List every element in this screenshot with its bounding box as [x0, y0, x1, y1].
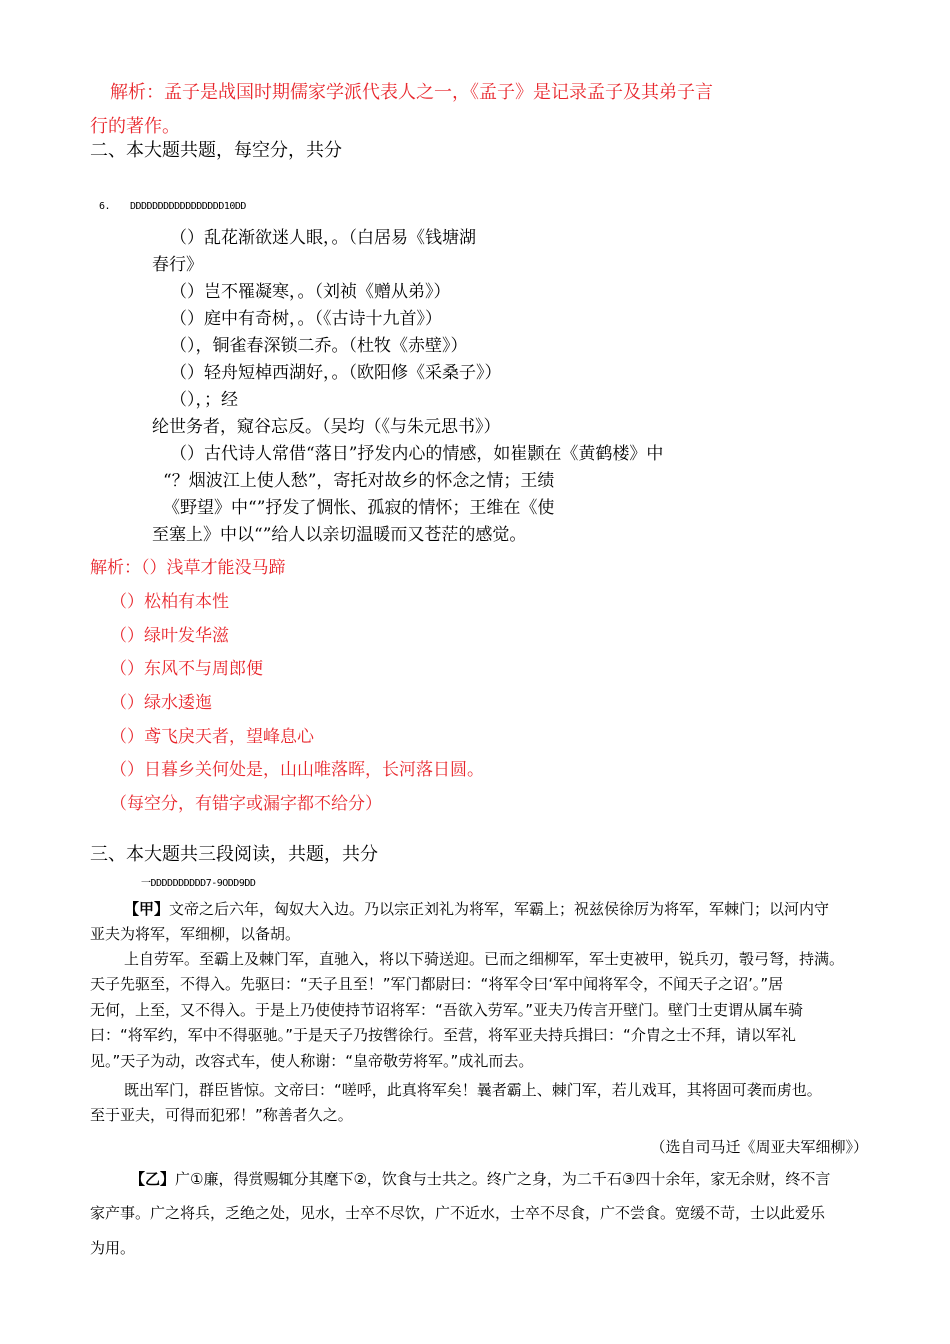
passage-line: 无何，上至，又不得入。于是上乃使使持节诏将军：“吾欲入劳军。”亚夫乃传言开壁门。壁门士吏谓从属车骑 [90, 1001, 804, 1019]
passage-line: 曰：“将军约，军中不得驱驰。”于是天子乃按辔徐行。至营，将军亚夫持兵揖曰：“介胄之士不拜，请以军礼 [90, 1026, 796, 1044]
question-line: 至塞上》中以“”给人以亲切温暖而又苍茫的感觉。 [152, 525, 527, 545]
question-line: （），铜雀春深锁二乔。（杜牧《赤壁》） [170, 336, 468, 356]
passage-line: 广①廉，得赏赐辄分其麾下②，饮食与士共之。终广之身，为二千石③四十余年，家无余财，终不言 [175, 1170, 831, 1188]
question-line: 纶世务者，窥谷忘反。（吴均（《与朱元思书》） [152, 417, 501, 437]
answer-line: （）松柏有本性 [110, 592, 229, 612]
section-heading: 二、本大题共题，每空分，共分 [90, 140, 342, 161]
question-line: （）庭中有奇树，。（《古诗十九首》） [170, 309, 442, 329]
passage-line: 至于亚夫，可得而犯邪！”称善者久之。 [90, 1106, 353, 1124]
question-line: （）古代诗人常借“落日”抒发内心的情感，如崔颢在《黄鹤楼》中 [170, 444, 664, 464]
question-line: （），；经 [170, 390, 238, 410]
passage-line: 天子先驱至，不得入。先驱曰：“天子且至！”军门都尉曰：“将军令曰‘军中闻将军令，不闻天子之诏’。”居 [90, 975, 784, 993]
answer-line: （）绿水逶迤 [110, 693, 212, 713]
passage-label-jia: 【甲】 [124, 900, 170, 918]
passage-source: （选自司马迁《周亚夫军细柳》） [650, 1138, 868, 1156]
question-line: 《野望》中“”抒发了惆怅、孤寂的情怀；王维在《使 [163, 498, 555, 518]
passage-line: 家产事。广之将兵，乏绝之处，见水，士卒不尽饮，广不近水，士卒不尽食，广不尝食。宽缓不苛，士以此爱乐 [90, 1204, 826, 1222]
answer-line: （）鸢飞戾天者，望峰息心 [110, 727, 314, 747]
analysis-line: 行的著作。 [90, 116, 180, 137]
analysis-line: 解析：孟子是战国时期儒家学派代表人之一，《孟子》是记录孟子及其弟子言 [110, 82, 713, 103]
question-line: （）岂不罹凝寒，。（刘祯《赠从弟》） [170, 282, 451, 302]
passage-line: 文帝之后六年，匈奴大入边。乃以宗正刘礼为将军，军霸上；祝兹侯徐厉为将军，军棘门；以河内守 [169, 900, 830, 918]
passage-line: 见。”天子为动，改容式车，使人称谢：“皇帝敬劳将军。”成礼而去。 [90, 1052, 534, 1070]
answer-line: （）日暮乡关何处是，山山唯落晖，长河落日圆。 [110, 760, 484, 780]
question-line: （）轻舟短棹西湖好，。（欧阳修《采桑子》） [170, 363, 502, 383]
question-prompt-garbled: DDDDDDDDDDDDDDDDD10DD [130, 201, 246, 212]
passage-line: 为用。 [90, 1239, 136, 1257]
answer-line: （）东风不与周郎便 [110, 659, 263, 679]
section-heading: 三、本大题共三段阅读，共题，共分 [90, 844, 378, 865]
passage-label-yi: 【乙】 [130, 1170, 176, 1188]
question-line: （）乱花渐欲迷人眼，。（白居易《钱塘湖 [170, 228, 476, 248]
question-line: 春行》 [152, 255, 203, 275]
question-prompt-garbled: 一DDDDDDDDDD7-9ODD9DD [141, 878, 256, 889]
answer-note: （每空分，有错字或漏字都不给分） [110, 794, 382, 814]
passage-line: 既出军门，群臣皆惊。文帝曰：“嗟呼，此真将军矣！曩者霸上、棘门军，若儿戏耳，其将固可袭而虏也。 [124, 1081, 822, 1099]
passage-line: 亚夫为将军，军细柳，以备胡。 [90, 925, 301, 943]
passage-line: 上自劳军。至霸上及棘门军，直驰入，将以下骑送迎。已而之细柳军，军士吏被甲，锐兵刃，彀弓弩，持满。 [124, 950, 845, 968]
answer-line: 解析：（）浅草才能没马蹄 [90, 558, 286, 578]
answer-line: （）绿叶发华滋 [110, 626, 229, 646]
question-line: “？烟波江上使人愁”，寄托对故乡的怀念之情；王绩 [163, 471, 555, 491]
question-number: 6. [99, 201, 111, 212]
